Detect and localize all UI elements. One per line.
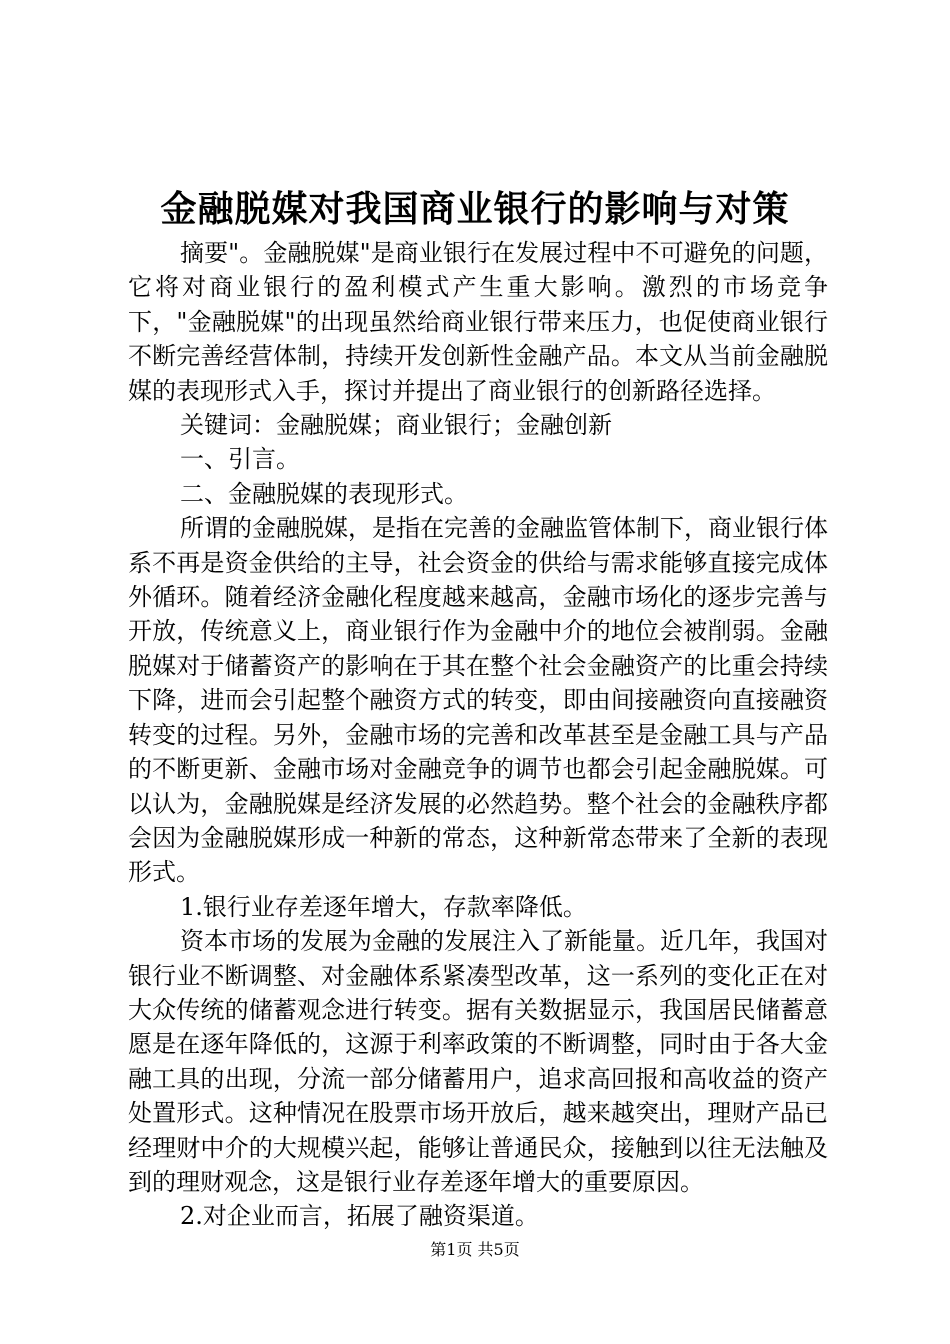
subheading-deposit-gap: 1.银行业存差逐年增大，存款率降低。 [180, 892, 587, 921]
page-footer: 第1页 共5页 [430, 1240, 520, 1259]
abstract-paragraph: 摘要"。金融脱媒"是商业银行在发展过程中不可避免的问题，它将对商业银行的盈利模式产生重大影响。激烈的市场竞争下，"金融脱媒"的出现虽然给商业银行带来压力，也促使商业银行不断完善经营体制，持续开发创新性金融产品。本文从当前金融脱媒的表现形式入手，探讨并提出了商业银行的创新路径选择。 [128, 239, 828, 405]
section-heading-manifestations: 二、金融脱媒的表现形式。 [180, 479, 468, 508]
document-body [128, 236, 828, 1234]
document-title: 金融脱媒对我国商业银行的影响与对策 [160, 188, 790, 230]
section-heading-introduction: 一、引言。 [180, 445, 300, 474]
definition-paragraph: 所谓的金融脱媒，是指在完善的金融监管体制下，商业银行体系不再是资金供给的主导，社会资金的供给与需求能够直接完成体外循环。随着经济金融化程度越来越高，金融市场化的逐步完善与开放，传统意义上，商业银行作为金融中介的地位会被削弱。金融脱媒对于储蓄资产的影响在于其在整个社会金融资产的比重会持续下降，进而会引起整个融资方式的转变，即由间接融资向直接融资转变的过程。另外，金融市场的完善和改革甚至是金融工具与产品的不断更新、金融市场对金融竞争的调节也都会引起金融脱媒。可以认为，金融脱媒是经济发展的必然趋势。整个社会的金融秩序都会因为金融脱媒形成一种新的常态，这种新常态带来了全新的表现形式。 [128, 514, 828, 887]
capital-market-paragraph: 资本市场的发展为金融的发展注入了新能量。近几年，我国对银行业不断调整、对金融体系紧凑型改革，这一系列的变化正在对大众传统的储蓄观念进行转变。据有关数据显示，我国居民储蓄意愿是在逐年降低的，这源于利率政策的不断调整，同时由于各大金融工具的出现，分流一部分储蓄用户，追求高回报和高收益的资产处置形式。这种情况在股票市场开放后，越来越突出，理财产品已经理财中介的大规模兴起，能够让普通民众，接触到以往无法触及到的理财观念，这是银行业存差逐年增大的重要原因。 [128, 927, 828, 1196]
subheading-financing-channels: 2.对企业而言，拓展了融资渠道。 [180, 1202, 539, 1231]
keywords-paragraph: 关键词：金融脱媒；商业银行；金融创新 [180, 411, 612, 440]
